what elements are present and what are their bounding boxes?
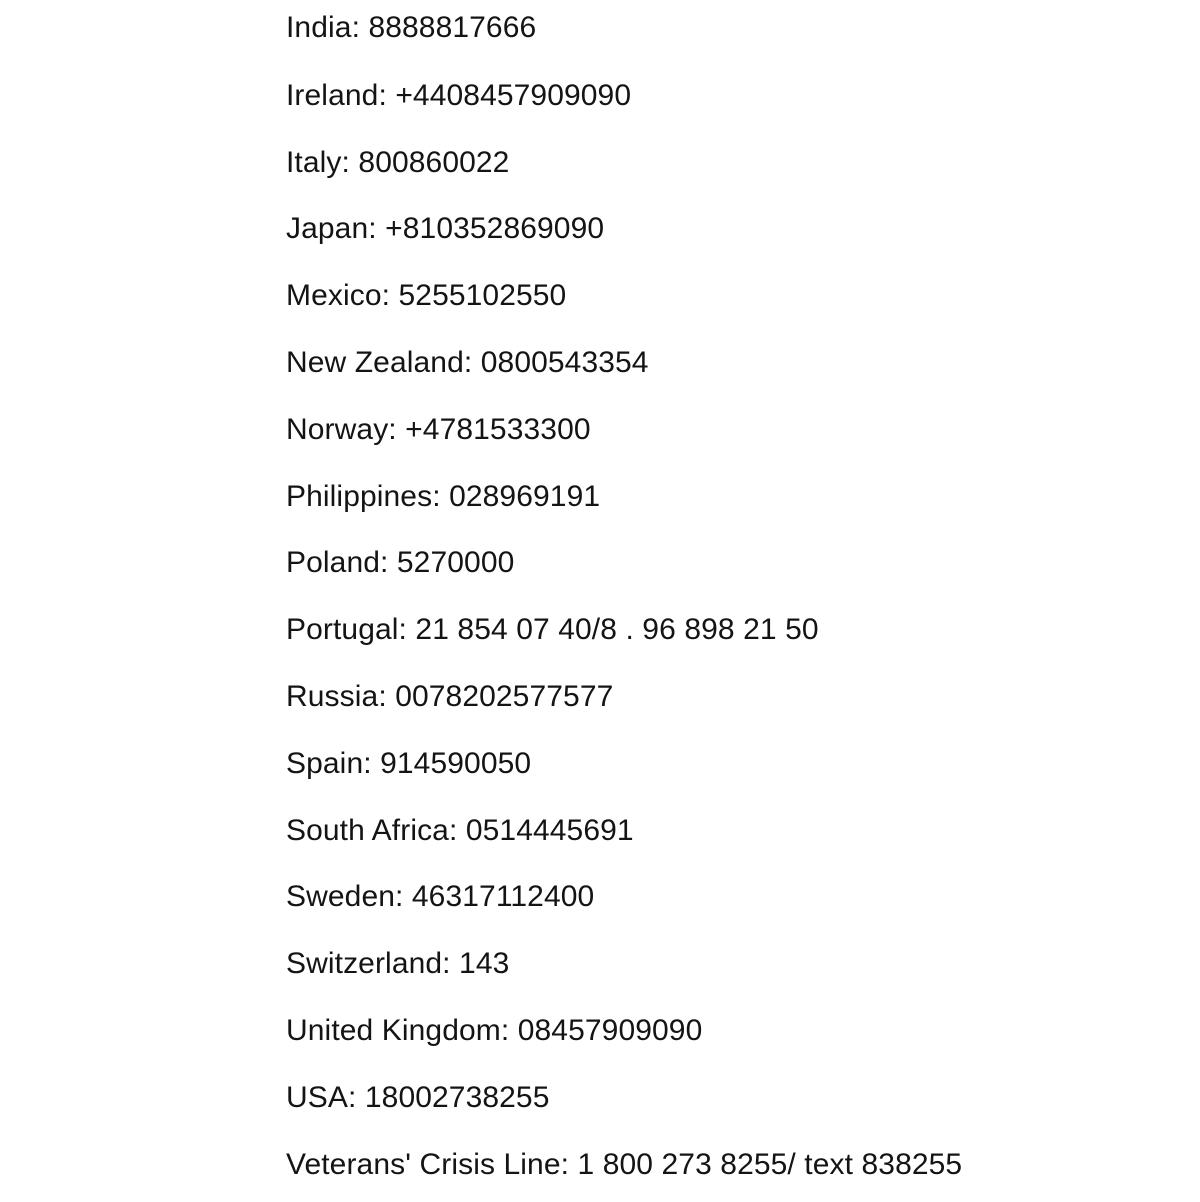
phone-number: 028969191 bbox=[449, 479, 601, 513]
phone-number: 5270000 bbox=[396, 546, 515, 580]
phone-number: +810352869090 bbox=[385, 212, 605, 246]
hotline-item: Veterans' Crisis Line: 1 800 273 8255/ text 838255 bbox=[286, 1147, 963, 1181]
country-name: Russia bbox=[286, 679, 379, 713]
country-name: Switzerland bbox=[286, 947, 443, 981]
hotline-item: Italy: 800860022 bbox=[286, 145, 510, 179]
hotline-item: Mexico: 5255102550 bbox=[286, 279, 567, 313]
country-name: Italy bbox=[286, 145, 342, 179]
hotline-item: New Zealand: 0800543354 bbox=[286, 345, 649, 379]
hotline-item: Philippines: 028969191 bbox=[286, 479, 601, 513]
country-name: New Zealand bbox=[286, 345, 464, 379]
country-name: Philippines bbox=[286, 479, 433, 513]
country-name: Norway bbox=[286, 412, 389, 446]
country-name: Portugal bbox=[286, 613, 399, 647]
country-name: Veterans' Crisis Line bbox=[286, 1147, 561, 1181]
phone-number: 18002738255 bbox=[364, 1080, 550, 1114]
hotline-item: Russia: 0078202577577 bbox=[286, 679, 614, 713]
country-name: India bbox=[286, 11, 352, 44]
country-name: South Africa bbox=[286, 813, 449, 847]
phone-number: 0078202577577 bbox=[395, 679, 614, 713]
country-name: Sweden bbox=[286, 880, 396, 914]
country-name: Ireland bbox=[286, 78, 379, 112]
hotline-item: India: 8888817666 bbox=[286, 11, 537, 44]
hotline-item: USA: 18002738255 bbox=[286, 1080, 550, 1114]
phone-number: 8888817666 bbox=[368, 11, 537, 44]
phone-number: 5255102550 bbox=[398, 279, 567, 313]
hotline-item: Spain: 914590050 bbox=[286, 746, 532, 780]
phone-number: 1 800 273 8255/ text 838255 bbox=[577, 1147, 963, 1181]
phone-number: 08457909090 bbox=[517, 1013, 703, 1047]
hotline-item: Portugal: 21 854 07 40/8 . 96 898 21 50 bbox=[286, 613, 819, 647]
phone-number: 143 bbox=[459, 947, 510, 981]
hotline-item: Switzerland: 143 bbox=[286, 947, 510, 981]
country-name: Poland bbox=[286, 546, 381, 580]
phone-number: 800860022 bbox=[358, 145, 510, 179]
hotline-item: Japan: +810352869090 bbox=[286, 212, 605, 246]
country-name: Japan bbox=[286, 212, 369, 246]
country-name: United Kingdom bbox=[286, 1013, 501, 1047]
phone-number: +4408457909090 bbox=[395, 78, 632, 112]
country-name: Spain bbox=[286, 746, 364, 780]
country-name: USA bbox=[286, 1080, 348, 1114]
hotline-item: Norway: +4781533300 bbox=[286, 412, 591, 446]
phone-number: 0800543354 bbox=[480, 345, 649, 379]
country-name: Mexico bbox=[286, 279, 382, 313]
hotline-item: United Kingdom: 08457909090 bbox=[286, 1013, 703, 1047]
hotline-item: Sweden: 46317112400 bbox=[286, 880, 595, 914]
hotline-item: Poland: 5270000 bbox=[286, 546, 515, 580]
phone-number: 21 854 07 40/8 . 96 898 21 50 bbox=[415, 613, 819, 647]
phone-number: 0514445691 bbox=[465, 813, 634, 847]
hotline-list bbox=[286, 0, 962, 1202]
phone-number: 46317112400 bbox=[411, 880, 595, 914]
phone-number: +4781533300 bbox=[405, 412, 591, 446]
hotline-item: South Africa: 0514445691 bbox=[286, 813, 634, 847]
hotline-item: Ireland: +4408457909090 bbox=[286, 78, 632, 112]
phone-number: 914590050 bbox=[380, 746, 532, 780]
